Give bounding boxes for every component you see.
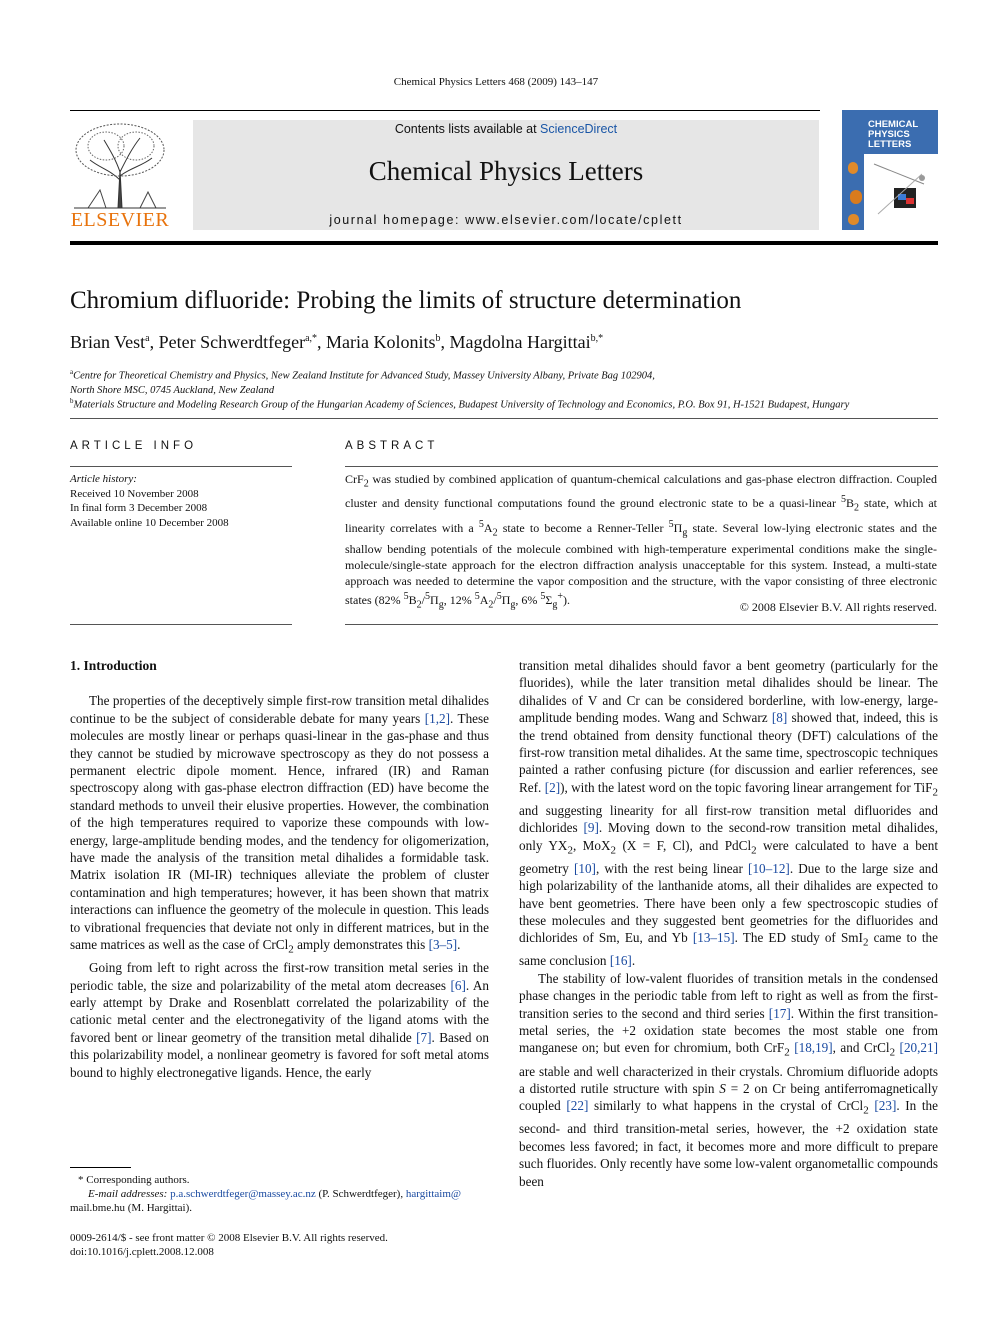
body-column-right [519,657,938,1190]
citation-link[interactable]: [2] [544,779,561,795]
citation-link[interactable]: [8] [771,710,788,726]
email-owner: (M. Hargittai). [127,1202,193,1214]
author-mark: b [435,333,441,344]
citation-link[interactable]: [16] [609,953,632,969]
email-label: E-mail addresses: [88,1188,168,1200]
citation-link[interactable]: [3–5] [428,937,458,953]
article-history [70,472,229,530]
author-mark: a [145,333,150,344]
citation-link[interactable]: [17] [768,1005,791,1021]
body-paragraph: The stability of low-valent fluorides of transition metals in the condensed phase changes in the periodic table from left to right as well as from the first-transition series to the second and third series [17]. Within the first transition-metal series, the +2 oxidation state becomes the most stable one from manganese on; but even for chromium, both CrF$_2$ [18,19], and CrCl$_2$ [20,21] are stable and well characterized in their crystals. Chromium difluoride adopts a distorted rutile structure with spin S = 2 on Cr being antiferromagnetically coupled [22] similarly to what happens in the crystal of CrCl$_2$ [23]. In the second- and third transition-metal series, however, the +2 oxidation state becomes less favored; in fact, it becomes more and more difficult to prepare such fluorides. Only recently have some low-valent organometallic compounds been [519,970,939,1189]
citation-link[interactable]: [23] [874,1098,897,1114]
citation-link[interactable]: [6] [450,977,466,993]
journal-cover[interactable] [842,110,938,230]
citation-link[interactable]: [18,19] [794,1040,833,1056]
cover-orange-shape [850,190,862,204]
footnote-rule [70,1167,131,1168]
cover-orange-shape [848,162,858,174]
email-owner: (P. Schwerdtfeger), [318,1188,404,1200]
author-mark: b,* [590,333,604,344]
citation-link[interactable]: [7] [416,1029,432,1045]
author-list: Brian Vest$^a$, Peter Schwerdtfeger$^{a,*}$, Maria Kolonits$^b$, Magdolna Hargittai$^{b,*}$ [70,332,604,352]
author-name: Peter Schwerdtfeger [158,332,306,352]
email-link-continuation[interactable]: mail.bme.hu [70,1202,125,1214]
body-column-left [70,657,489,1081]
cover-graphic-icon [864,154,938,230]
article-title: Chromium difluoride: Probing the limits of structure determination [70,287,742,314]
affiliation-mark: b [70,397,74,405]
abstract-rule [345,466,938,467]
journal-banner [193,120,819,230]
author-name: Maria Kolonits [326,332,436,352]
body-paragraph: transition metal dihalides should favor a bent geometry (particularly for the fluorides), while the later transition metal dihalides should be linear. The dihalides of V and Cr can be considered borderline, with low-energy, large-amplitude bending modes. Wang and Schwarz [8] showed that, indeed, this is the trend obtained from density functional theory (DFT) calculations of the first-row transition metal dihalides. At the same time, spectroscopic techniques painted a rather confusing picture (for discussion and earlier references, see Ref. [2]), with the latest word on the topic favoring linear arrangement for TiF$_2$ and suggesting linearity for all first-row transition metal difluorides and dichlorides [9]. Moving down to the second-row transition metal dihalides, only $YX_2$, MoX$_2$ (X = F, Cl), and PdCl$_2$ were calculated to have a bent geometry [10], with the rest being linear [10–12]. Due to the large size and high polarizability of the lanthanide atoms, all their dihalides are expected to have bent geometries. There have been only a few spectroscopic studies of these molecules and they suggested bent geometries for the difluorides and dichlorides of Sm, Eu, and Yb [13–15]. The ED study of SmI$_2$ came to the same conclusion [16]. [519,658,939,969]
contents-line [193,122,819,136]
author-name: Magdolna Hargittai [449,332,591,352]
doi-line[interactable]: doi:10.1016/j.cplett.2008.12.008 [70,1246,214,1258]
header-top-rule [70,110,820,111]
journal-homepage[interactable]: journal homepage: www.elsevier.com/locate/cplett [329,213,683,227]
cover-title: CHEMICAL PHYSICS LETTERS [868,119,918,150]
body-paragraph: Going from left to right across the first-row transition metal series in the periodic table, the size and polarizability of the metal atom decreases [6]. An early attempt by Drake and Rosenblatt correlated the polarizability of the cationic metal center and the electronegativity of the ligand atoms with the favored bent or linear geometry of the transition metal dihalide [7]. Based on this polarizability model, a nonlinear geometry is favored for soft metal atoms bound to highly electronegative ligands. Hence, the early [70,960,489,1080]
sciencedirect-link[interactable]: ScienceDirect [540,122,618,136]
abstract-heading: ABSTRACT [345,440,439,452]
email-link[interactable]: hargittaim@ [405,1188,461,1200]
affiliation-b [70,394,849,413]
cover-orange-shape [848,214,859,225]
body-paragraph: The properties of the deceptively simple first-row transition metal dihalides continue to be the subject of considerable debate for many years [1,2]. These molecules are mostly linear or perhaps quasi-linear in the gas-phase and thus they cannot be studied by microwave spectroscopy as they do not possess a permanent electric dipole moment. Hence, infrared (IR) and Raman spectroscopy along with gas-phase electron diffraction (ED) have become the standard methods to unveil their elusive properties. However, the combination of the high temperatures required to vaporize these compounds with low-energy, large-amplitude bending modes, and the tendency for oligomerization, have made the analysis of the transition metal dihalides a formidable task. Matrix isolation IR (MI-IR) techniques alleviate the problem of cluster contamination and high temperatures; however, it has been shown that matrix interactions can influence the geometry of the molecule in question. This leads to vibrational frequencies that deviate not only in different matrices, but in the same matrices as well as the case of CrCl$_2$ amply demonstrates this [3–5]. [70,693,489,956]
article-info-rule [70,466,292,467]
affiliation-rule [70,418,938,419]
citation-link[interactable]: [9] [583,820,599,836]
citation-link[interactable]: [22] [566,1098,589,1114]
citation-link[interactable]: [1,2] [424,710,451,726]
affiliation-line: Centre for Theoretical Chemistry and Physics, New Zealand Institute for Advanced Study, Massey University Albany, Private Bag 102904, [73,370,655,382]
issn-line: 0009-2614/$ - see front matter © 2008 Elsevier B.V. All rights reserved. [70,1232,388,1244]
affiliation-mark: a [70,368,74,376]
affiliation-line: North Shore MSC, 0745 Auckland, New Zealand [70,384,275,396]
author-mark: a,* [305,333,318,344]
footnote: * Corresponding authors. E-mail addresses: p.a.schwerdtfeger@massey.ac.nz (P. Schwerdtfeger), hargittaim@ mail.bme.hu (M. Hargittai). [70,1174,461,1214]
citation-link[interactable]: [10–12] [748,860,790,876]
email-link[interactable]: p.a.schwerdtfeger@massey.ac.nz [170,1188,316,1200]
elsevier-logo[interactable] [70,120,170,232]
journal-title: Chemical Physics Letters [368,156,644,186]
cover-panel [864,154,938,230]
article-info-heading: ARTICLE INFO [70,440,198,452]
header-bottom-rule [70,241,938,245]
tree-icon [70,120,170,210]
author-name: Brian Vest [70,332,146,352]
history-label: Article history: [70,473,137,485]
revised-date: In final form 3 December 2008 [70,502,208,514]
abstract-bottom-rule [345,624,938,625]
citation-link[interactable]: [10] [573,860,596,876]
affiliation-a [70,365,655,398]
citation-link[interactable]: [20,21] [899,1040,939,1056]
running-head: Chemical Physics Letters 468 (2009) 143–147 [393,76,599,88]
online-date: Available online 10 December 2008 [70,516,229,529]
abstract-text: CrF$_2$ was studied by combined application of quantum-chemical calculations and gas-phase electron diffraction. Coupled cluster and density functional computations found the ground electronic state to be a quasi-linear $^5B_2$ state, which at linearity correlates with a $^5A_2$ state to become a Renner-Teller $^5\Pi_g$ state. Several low-lying electronic states and the shallow bending potentials of the molecule combined with high-temperature experimental conditions make the single-molecule/single-state approach for the electron diffraction analysis unacceptable for this system. Instead, a multi-state approach was needed to determine the vapor composition and the structure, with the vapor consisting of three electronic states (82% $^5B_2/^5\Pi_g$, 12% $^5A_2/^5\Pi_g$, 6% $^5\Sigma_g^+$). [345,472,938,611]
affiliation-line: Materials Structure and Modeling Research Group of the Hungarian Academy of Sciences, Budapest University of Technology and Economics, P.O. Box 91, H-1521 Budapest, Hungary [73,399,850,411]
front-matter-line [70,1231,388,1259]
copyright-notice: © 2008 Elsevier B.V. All rights reserved. [739,600,937,614]
citation-link[interactable]: [13–15] [692,930,735,946]
received-date: Received 10 November 2008 [70,487,199,500]
corresponding-note: Corresponding authors. [86,1174,190,1186]
elsevier-wordmark: ELSEVIER [70,209,170,231]
contents-prefix: Contents lists available at [394,122,541,136]
section-heading: 1. Introduction [70,658,157,673]
article-info-bottom-rule [70,624,292,625]
